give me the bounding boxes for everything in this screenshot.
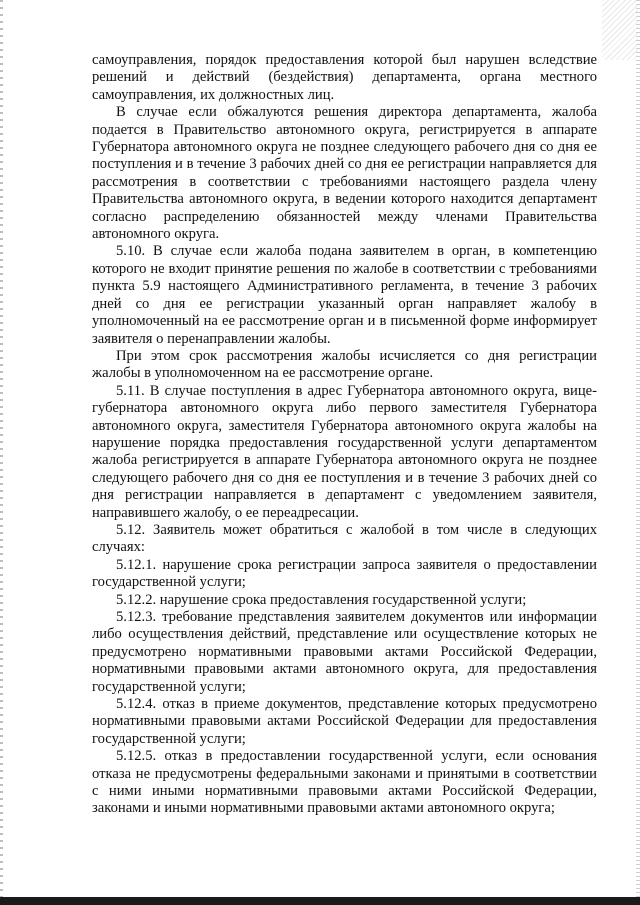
paragraph-5-12-4: 5.12.4. отказ в приеме документов, представление которых предусмотрено нормативными правовыми актами Российской Федерации для предоставления государственной услуги; [92,696,597,747]
paragraph-review-period: При этом срок рассмотрения жалобы исчисляется со дня регистрации жалобы в уполномоченном на ее рассмотрение органе. [92,347,597,382]
paragraph-5-12-2: 5.12.2. нарушение срока предоставления государственной услуги; [116,591,527,608]
paragraph-5-12-1: 5.12.1. нарушение срока регистрации запроса заявителя о предоставлении государственной услуги; [92,556,597,591]
paragraph-5-12: 5.12. Заявитель может обратиться с жалобой в том числе в следующих случаях: [92,521,597,556]
scan-corner-noise [602,0,638,60]
paragraph-5-10: 5.10. В случае если жалоба подана заявителем в орган, в компетенцию которого не входит принятие решения по жалобе в соответствии с требованиями пункта 5.9 настоящего Административного регламента, в течение 3 рабочих дней со дня ее регистрации указанный орган направляет жалобу в уполномоченный на ее рассмотрение орган и в письменной форме информирует заявителя о перенаправлении жалобы. [92,243,597,347]
paragraph-director-complaint: В случае если обжалуются решения директора департамента, жалоба подается в Правительство автономного округа, регистрируется в аппарате Губернатора автономного округа не позднее следующего рабочего дня со дня ее поступления и в течение 3 рабочих дней со дня ее регистрации направляется для рассмотрения в соответствии с требованиями настоящего раздела члену Правительства автономного округа, в ведении которого находится департамент согласно распределению обязанностей между членами Правительства автономного округа. [92,104,597,243]
paragraph-continuation: самоуправления, порядок предоставления которой был нарушен вследствие решений и действий (бездействия) департамента, органа местного самоуправления, их должностных лиц. [92,52,597,103]
document-body [92,52,597,818]
paragraph-5-12-3: 5.12.3. требование представления заявителем документов или информации либо осуществления действий, представление или осуществление которых не предусмотрено нормативными правовыми актами Российской Федерации, нормативными правовыми актами автономного округа, для предоставления государственной услуги; [92,609,597,695]
paragraph-5-12-5: 5.12.5. отказ в предоставлении государственной услуги, если основания отказа не предусмотрены федеральными законами и принятыми в соответствии с ними иными нормативными правовыми актами Российской Федерации, законами и иными нормативными правовыми актами автономного округа; [92,748,597,817]
scan-edge-right [636,0,640,905]
scan-bottom-edge [0,897,640,905]
scan-edge-left [0,0,3,905]
paragraph-5-11: 5.11. В случае поступления в адрес Губернатора автономного округа, вице-губернатора автономного округа либо первого заместителя Губернатора автономного округа, заместителя Губернатора автономного округа жалобы на нарушение порядка предоставления государственной услуги департаментом жалоба регистрируется в аппарате Губернатора автономного округа не позднее следующего рабочего дня со дня ее поступления и в течение 3 рабочих дней со дня регистрации направляется в департамент с уведомлением заявителя, направившего жалобу, о ее переадресации. [92,382,597,521]
